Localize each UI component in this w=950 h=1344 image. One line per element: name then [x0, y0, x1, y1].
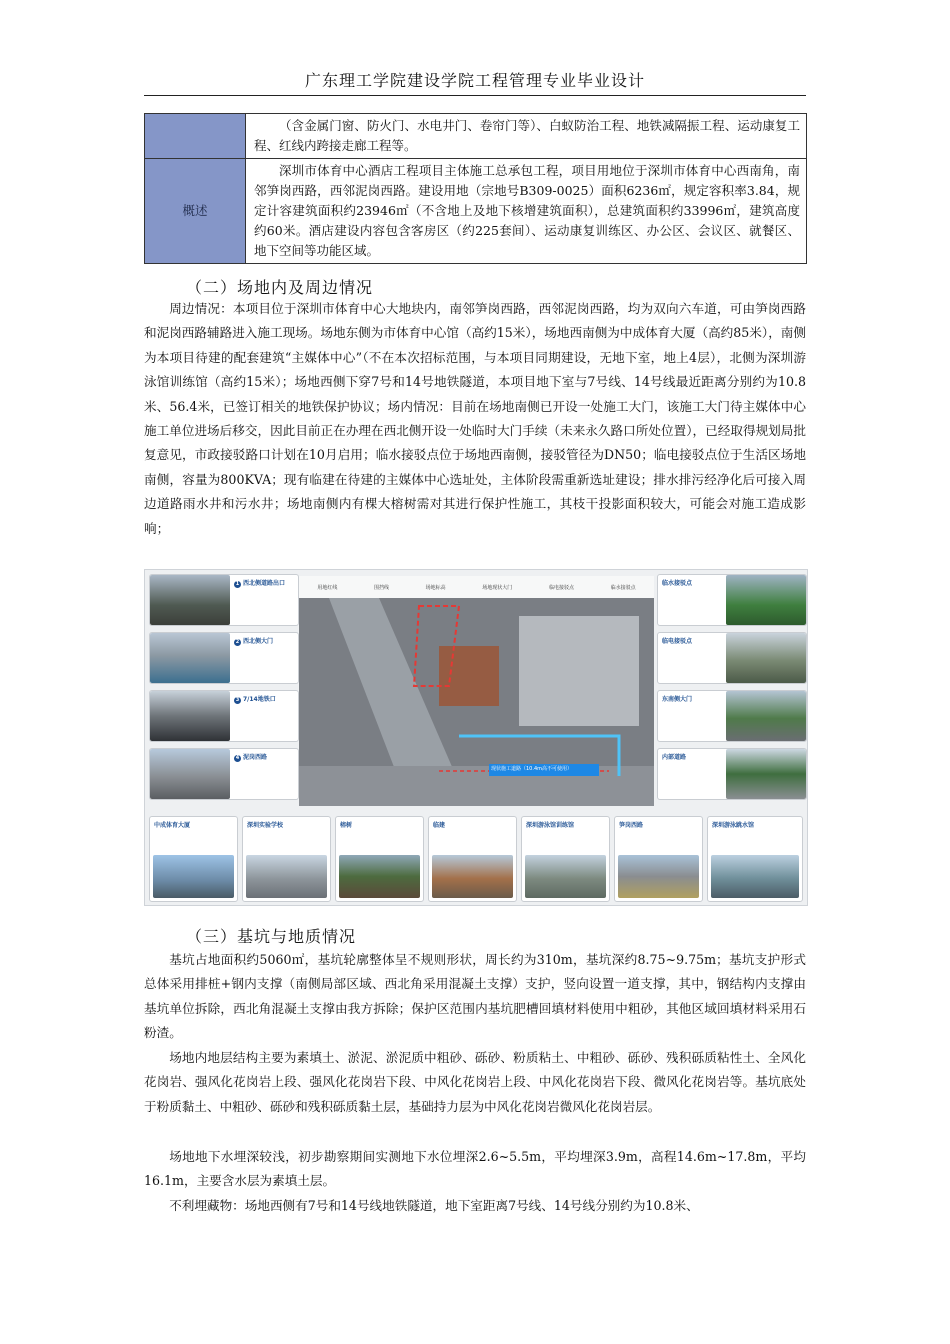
table-row — [145, 159, 807, 264]
bottom-card — [242, 816, 331, 902]
overview-table — [144, 113, 807, 264]
card-title: 东南侧大门 — [662, 696, 693, 703]
card-title: 内部道路 — [662, 754, 687, 761]
card-title: 榕树 — [340, 822, 353, 829]
bottom-card — [521, 816, 610, 902]
section-heading-site: （二）场地内及周边情况 — [186, 278, 374, 297]
legend-item: 用地红线 — [317, 584, 338, 591]
right-card — [657, 632, 807, 684]
table-row — [145, 114, 807, 159]
card-title: 西北侧道路出口 — [243, 580, 286, 587]
card-number: 2 — [235, 639, 240, 645]
card-title: 中成体育大厦 — [154, 822, 191, 829]
left-card — [149, 632, 299, 684]
legend-item: 场地标高 — [425, 584, 446, 591]
card-title: 西北侧大门 — [243, 638, 274, 645]
card-title: 深圳实验学校 — [247, 822, 284, 829]
card-title: 临电接驳点 — [662, 638, 693, 645]
card-number: 1 — [235, 581, 240, 587]
card-title: 7/14地铁口 — [243, 696, 276, 703]
legend-item: 临水接驳点 — [610, 584, 636, 591]
right-card — [657, 748, 807, 800]
card-number: 3 — [235, 697, 240, 703]
paragraph-surroundings: 周边情况：本项目位于深圳市体育中心大地块内，南邻笋岗西路，西邻泥岗西路，均为双向六车道，可由笋岗西路和泥岗西路辅路进入施工现场。场地东侧为市体育中心馆（高约15米），场地西南侧为中成体育大厦（高约85米），南侧为本项目待建的配套建筑“主媒体中心”（不在本次招标范围，与本项目同期建设，无地下室，地上4层），北侧为深圳游泳馆训练馆（高约15米）；场地西侧下穿7号和14号地铁隧道，本项目地下室与7号线、14号线最近距离分别约为10.8米、56.4米，已签订相关的地铁保护协议；场内情况：目前在场地南侧已开设一处施工大门，该施工大门待主媒体中心施工单位进场后移交，因此目前正在办理在西北侧开设一处临时大门手续（未来永久路口所处位置），已经取得规划局批复意见，市政接驳路口计划在10月启用；临水接驳点位于场地西南侧，接驳管径为DN50；临电接驳点位于生活区场地南侧，容量为800KVA；现有临建在待建的主媒体中心选址处，主体阶段需重新选址建设；排水排污经净化后可接入周边道路雨水井和污水井；场地南侧内有棵大榕树需对其进行保护性施工，其枝干投影面积较大，可能会对施工造成影响； — [144, 301, 806, 536]
map-legend — [299, 576, 654, 598]
legend-item: 围挡线 — [373, 584, 389, 591]
bottom-card — [149, 816, 238, 902]
section-heading-pit: （三）基坑与地质情况 — [186, 927, 357, 946]
bottom-card — [707, 816, 803, 902]
site-map-graphic — [299, 576, 654, 806]
bottom-card — [614, 816, 703, 902]
legend-item: 临电接驳点 — [548, 584, 574, 591]
right-card — [657, 690, 807, 742]
card-title: 泥岗西路 — [243, 754, 268, 761]
paragraph-groundwater: 场地地下水埋深较浅，初步勘察期间实测地下水位埋深2.6~5.5m，平均埋深3.9m，高程14.6m~17.8m，平均16.1m，主要含水层为素填土层。 — [144, 1149, 806, 1189]
left-card — [149, 748, 299, 800]
card-title: 临建 — [433, 822, 446, 829]
row-label-overview: 概述 — [145, 159, 246, 264]
bottom-card — [428, 816, 517, 902]
left-card — [149, 574, 299, 626]
page-header: 广东理工学院建设学院工程管理专业毕业设计 — [144, 68, 806, 96]
legend-item: 场地现状大门 — [482, 584, 513, 591]
row-label — [145, 114, 246, 159]
card-title: 临水接驳点 — [662, 580, 693, 587]
map-road-label: 现状施工道路（10.4m高不可使用） — [491, 766, 573, 772]
bottom-card — [335, 816, 424, 902]
row-text: （含金属门窗、防火门、水电井门、卷帘门等）、白蚁防治工程、地铁减隔振工程、运动康复工程、红线内跨接走廊工程等。 — [246, 114, 807, 159]
site-map — [299, 576, 654, 806]
site-layout-figure — [144, 569, 808, 906]
right-card — [657, 574, 807, 626]
card-number: 4 — [235, 755, 240, 761]
row-text-overview: 深圳市体育中心酒店工程项目主体施工总承包工程，项目用地位于深圳市体育中心西南角，南邻笋岗西路，西邻泥岗西路。建设用地（宗地号B309-0025）面积6236㎡，规定容积率3.84，规定计容建筑面积约23946㎡（不含地上及地下核增建筑面积），总建筑面积约33996㎡，建筑高度约60米。酒店建设内容包含客房区（约225套间）、运动康复训练区、办公区、会议区、就餐区、地下空间等功能区域。 — [246, 159, 807, 264]
paragraph-pit: 基坑占地面积约5060㎡，基坑轮廓整体呈不规则形状，周长约为310m，基坑深约8.75~9.75m；基坑支护形式总体采用排桩+钢内支撑（南侧局部区域、西北角采用混凝土支撑）支护，竖向设置一道支撑，其中，钢结构内支撑由基坑单位拆除，西北角混凝土支撑由我方拆除；保护区范围内基坑肥槽回填材料使用中粗砂，其他区域回填材料采用石粉渣。 — [144, 952, 806, 1041]
left-card — [149, 690, 299, 742]
paragraph-buried: 不利埋藏物：场地西侧有7号和14号线地铁隧道，地下室距离7号线、14号线分别约为10.8米、 — [169, 1198, 699, 1213]
paragraph-strata: 场地内地层结构主要为素填土、淤泥、淤泥质中粗砂、砾砂、粉质粘土、中粗砂、砾砂、残积砾质粘性土、全风化花岗岩、强风化花岗岩上段、强风化花岗岩下段、中风化花岗岩上段、中风化花岗岩下段、微风化花岗岩等。基坑底处于粉质黏土、中粗砂、砾砂和残积砾质黏土层，基础持力层为中风化花岗岩微风化花岗岩层。 — [144, 1050, 806, 1114]
card-title: 笋岗西路 — [619, 822, 644, 829]
card-title: 深圳游泳跳水馆 — [712, 822, 755, 829]
card-title: 深圳游泳馆训练馆 — [526, 822, 575, 829]
